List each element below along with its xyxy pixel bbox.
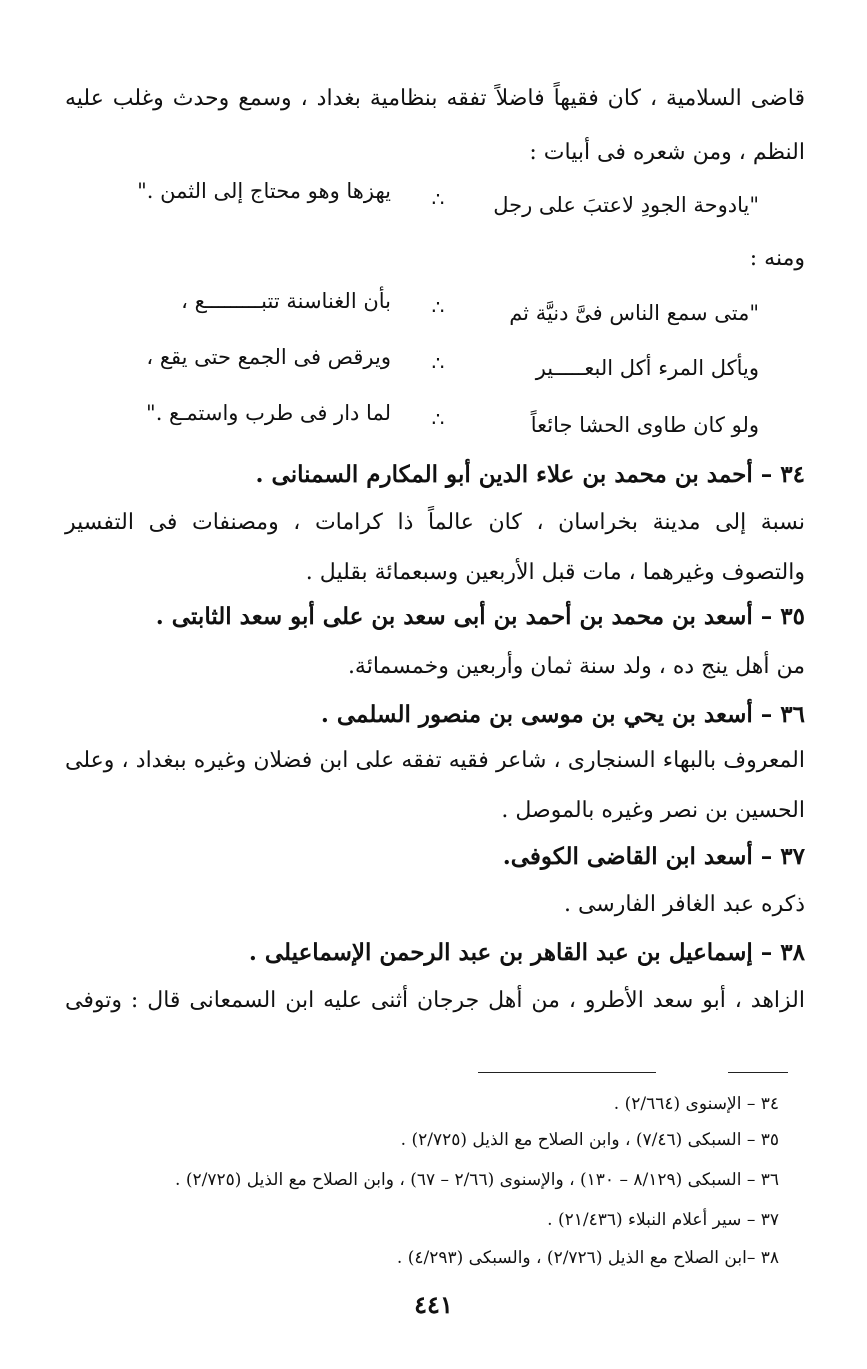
entry-heading-38: ٣٨ – إسماعيل بن عبد القاهر بن عبد الرحمن الإسماعيلى . bbox=[248, 939, 805, 966]
verse-hemistich-left: لما دار فى طرب واستمـع ." bbox=[146, 401, 391, 425]
body-line: الحسين بن نصر وغيره بالموصل . bbox=[501, 798, 805, 823]
body-line: نسبة إلى مدينة بخراسان ، كان عالماً ذا كرامات ، ومصنفات فى التفسير bbox=[65, 510, 805, 535]
entry-heading-36: ٣٦ – أسعد بن يحي بن موسى بن منصور السلمى . bbox=[320, 701, 805, 728]
body-line: المعروف بالبهاء السنجارى ، شاعر فقيه تفقه على ابن فضلان وغيره ببغداد ، وعلى bbox=[65, 748, 805, 773]
body-line: ذكره عبد الغافر الفارسى . bbox=[563, 892, 805, 917]
verse-hemistich-left: بأن الغناسنة تتبـــــــــع ، bbox=[181, 289, 391, 313]
entry-heading-35: ٣٥ – أسعد بن محمد بن أحمد بن أبى سعد بن على أبو سعد الثابتى . bbox=[155, 603, 805, 630]
verse-separator-icon: ∴ bbox=[431, 295, 445, 319]
footnote-35: ٣٥ – السبكى (٧/٤٦) ، وابن الصلاح مع الذيل (٢/٧٢٥) . bbox=[400, 1130, 779, 1150]
entry-heading-37: ٣٧ – أسعد ابن القاضى الكوفى. bbox=[502, 843, 805, 870]
verse-hemistich-left: يهزها وهو محتاج إلى الثمن ." bbox=[137, 179, 391, 203]
body-line: ومنه : bbox=[749, 246, 805, 271]
body-line: قاضى السلامية ، كان فقيهاً فاضلاً تفقه بنظامية بغداد ، وسمع وحدث وغلب عليه bbox=[65, 86, 805, 111]
verse-separator-icon: ∴ bbox=[431, 187, 445, 211]
body-line: من أهل ينج ده ، ولد سنة ثمان وأربعين وخمسمائة. bbox=[347, 654, 805, 679]
verse-hemistich-right: "يادوحة الجودِ لاعتبَ على رجل bbox=[493, 193, 759, 217]
body-line: الزاهد ، أبو سعد الأطرو ، من أهل جرجان أثنى عليه ابن السمعانى قال : وتوفى bbox=[65, 988, 805, 1013]
footnote-38: ٣٨ –ابن الصلاح مع الذيل (٢/٧٢٦) ، والسبكى (٤/٢٩٣) . bbox=[396, 1248, 779, 1268]
body-line: النظم ، ومن شعره فى أبيات : bbox=[529, 140, 805, 165]
footnote-rule bbox=[728, 1072, 788, 1073]
verse-separator-icon: ∴ bbox=[431, 407, 445, 431]
verse-separator-icon: ∴ bbox=[431, 351, 445, 375]
verse-hemistich-right: ويأكل المرء أكل البعـــــير bbox=[535, 356, 759, 380]
footnote-36: ٣٦ – السبكى (٨/١٢٩ – ١٣٠) ، والإسنوى (٢/٦٦ – ٦٧) ، وابن الصلاح مع الذيل (٢/٧٢٥) . bbox=[175, 1170, 779, 1190]
footnote-34: ٣٤ – الإسنوى (٢/٦٦٤) . bbox=[613, 1094, 779, 1114]
footnote-rule bbox=[478, 1072, 656, 1073]
page-number: ٤٤١ bbox=[414, 1290, 453, 1319]
verse-hemistich-right: ولو كان طاوى الحشا جائعاً bbox=[530, 413, 759, 437]
body-line: والتصوف وغيرهما ، مات قبل الأربعين وسبعمائة بقليل . bbox=[305, 560, 805, 585]
footnote-37: ٣٧ – سير أعلام النبلاء (٢١/٤٣٦) . bbox=[547, 1210, 779, 1230]
verse-hemistich-right: "متى سمع الناس فىَّ دنيَّة ثم bbox=[509, 301, 759, 325]
verse-hemistich-left: ويرقص فى الجمع حتى يقع ، bbox=[146, 345, 391, 369]
entry-heading-34: ٣٤ – أحمد بن محمد بن علاء الدين أبو المكارم السمنانى . bbox=[255, 461, 805, 488]
